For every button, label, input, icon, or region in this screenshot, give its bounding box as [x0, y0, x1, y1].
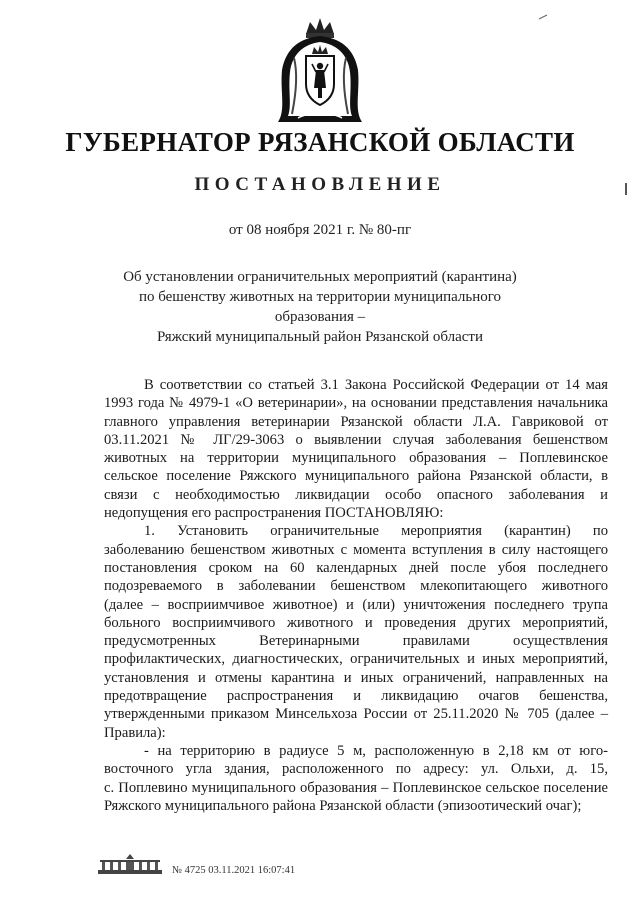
paragraph-item-1	[104, 522, 608, 742]
body-line: постановления сроком на 60 календарных дней после убоя последнего	[104, 559, 608, 576]
body-line: связи с необходимостью ликвидации особо опасного заболевания и	[104, 486, 608, 503]
corner-tick-mark	[538, 14, 548, 20]
body-line: утвержденными приказом Минсельхоза России от 25.11.2020 № 705 (далее –	[104, 706, 608, 723]
body-line: подозреваемого в заболевании бешенством млекопитающего животного	[104, 578, 608, 595]
body-line: В соответствии со статьей 3.1 Закона Российской Федерации от 14 мая	[144, 377, 608, 393]
document-type: ПОСТАНОВЛЕНИЕ	[194, 174, 446, 195]
body-line: главного управления ветеринарии Рязанской области Л.А. Гавриковой от	[104, 413, 608, 430]
body-line: недопущения его распространения ПОСТАНОВЛЯЮ:	[104, 505, 444, 522]
body-line: - на территорию в радиусе 5 м, расположенную в 2,18 км от юго-	[144, 742, 608, 759]
body-line: Ряжского муниципального района Рязанской области (эпизоотический очаг);	[104, 797, 582, 814]
body-line: сельское поселение Ряжского муниципального района Рязанской области, в	[104, 468, 608, 485]
issuing-authority: ГУБЕРНАТОР РЯЗАНСКОЙ ОБЛАСТИ	[65, 127, 575, 157]
registration-stamp: № 4725 03.11.2021 16:07:41	[172, 865, 296, 876]
body-line: больного восприимчивого животного и проведения других мероприятий,	[104, 614, 608, 631]
body-line: установления и отмены карантина и иных ограничений, направленных на	[104, 669, 608, 686]
title-line: по бешенству животных на территории муниципального образования –	[138, 289, 502, 325]
title-line: Об установлении ограничительных мероприятий (карантина)	[123, 269, 517, 285]
building-logo-icon	[96, 853, 164, 875]
body-line: предусмотренных Ветеринарными правилами осуществления	[104, 633, 608, 650]
body-line: профилактических, диагностических, ограничительных и иных мероприятий,	[104, 651, 608, 668]
body-line: восточного угла здания, расположенного по адресу: ул. Ольхи, д. 15,	[104, 761, 608, 778]
body-line: предотвращение распространения и ликвидацию очагов бешенства,	[104, 688, 608, 705]
title-line: Ряжский муниципальный район Рязанской области	[157, 329, 483, 345]
document-date-number: от 08 ноября 2021 г. № 80-пг	[228, 222, 412, 238]
body-line: (далее – восприимчивое животное) и (или) уничтожения последнего трупа	[104, 596, 608, 613]
document-body	[104, 376, 608, 815]
paragraph-preamble	[104, 376, 608, 522]
body-line: животных на территории муниципального образования – Поплевинское	[104, 450, 608, 467]
body-line: Правила):	[104, 724, 166, 741]
paragraph-subitem	[104, 742, 608, 815]
body-line: 1. Установить ограничительные мероприятия (карантин) по	[144, 523, 608, 540]
body-line: 1993 года № 4979-1 «О ветеринарии», на основании представления начальника	[104, 395, 608, 412]
document-title	[100, 267, 540, 347]
body-line: 03.11.2021 № ЛГ/29-3063 о выявлении случая заболевания бешенством	[104, 431, 608, 448]
coat-of-arms-emblem	[272, 14, 368, 126]
body-line: с. Поплевино муниципального образования – Поплевинское сельское поселение	[104, 779, 608, 796]
body-line: заболеванию бешенством животных с момента вступления в силу настоящего	[104, 541, 608, 558]
